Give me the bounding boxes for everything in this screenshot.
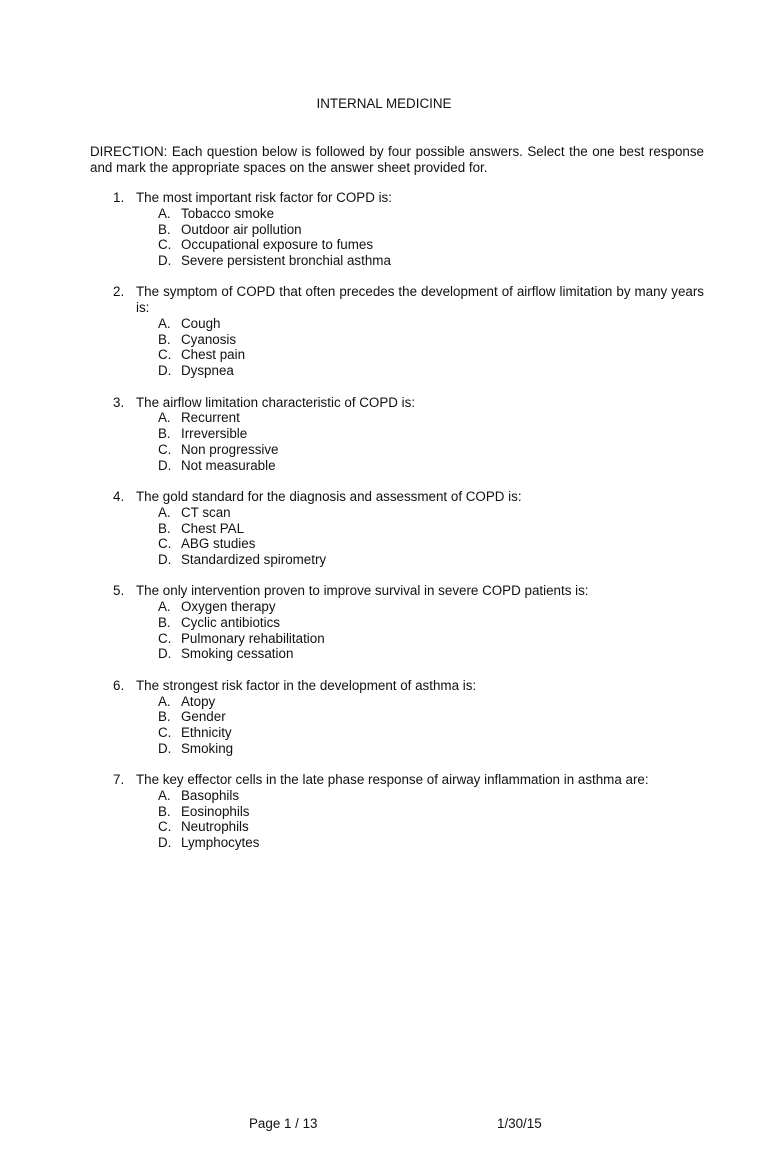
document-title: INTERNAL MEDICINE (316, 96, 452, 111)
option-letter: A. (158, 504, 171, 520)
option-text: Lymphocytes (181, 835, 260, 851)
question-item (90, 284, 704, 379)
option-text: Chest pain (181, 347, 246, 363)
answer-option (90, 804, 704, 820)
answer-option (90, 458, 704, 474)
answer-option (90, 316, 704, 332)
question-text: The symptom of COPD that often precedes the development of airflow limitation by many years is: (136, 284, 704, 316)
question-item (90, 583, 704, 662)
option-letter: B. (158, 614, 171, 630)
question-text: The strongest risk factor in the development of asthma is: (136, 677, 477, 693)
option-letter: B. (158, 221, 171, 237)
answer-option (90, 819, 704, 835)
option-text: Cyclic antibiotics (181, 614, 280, 630)
footer-date: 1/30/15 (497, 1116, 542, 1131)
direction-paragraph: DIRECTION: Each question below is followed by four possible answers. Select the one best response and mark the appropriate spaces on the answer sheet provided for. (90, 144, 704, 175)
option-letter: D. (158, 646, 172, 662)
option-letter: A. (158, 205, 171, 221)
answer-option (90, 426, 704, 442)
option-letter: C. (158, 237, 172, 253)
question-number: 6. (113, 677, 125, 693)
option-text: Pulmonary rehabilitation (181, 630, 325, 646)
option-letter: A. (158, 410, 171, 426)
option-letter: B. (158, 331, 171, 347)
answer-option (90, 615, 704, 631)
option-letter: B. (158, 803, 171, 819)
option-text: Cough (181, 315, 221, 331)
answer-option (90, 694, 704, 710)
answer-option (90, 741, 704, 757)
option-text: Cyanosis (181, 331, 237, 347)
option-text: Neutrophils (181, 819, 249, 835)
option-text: Irreversible (181, 426, 248, 442)
option-text: Smoking cessation (181, 646, 294, 662)
answer-option (90, 835, 704, 851)
question-text: The key effector cells in the late phase response of airway inflammation in asthma are: (136, 772, 649, 788)
answer-option (90, 709, 704, 725)
answer-option (90, 442, 704, 458)
option-letter: D. (158, 552, 172, 568)
option-letter: B. (158, 426, 171, 442)
answer-option (90, 253, 704, 269)
question-text: The most important risk factor for COPD is: (136, 190, 392, 205)
option-letter: C. (158, 725, 172, 741)
answer-option (90, 552, 704, 568)
answer-option (90, 222, 704, 238)
option-text: Tobacco smoke (181, 205, 275, 221)
answer-option (90, 631, 704, 647)
answer-option (90, 536, 704, 552)
question-item (90, 395, 704, 474)
option-letter: C. (158, 347, 172, 363)
option-text: Recurrent (181, 410, 240, 426)
option-text: Outdoor air pollution (181, 221, 302, 237)
question-number: 2. (113, 284, 125, 300)
question-text: The gold standard for the diagnosis and assessment of COPD is: (136, 488, 522, 504)
option-letter: C. (158, 630, 172, 646)
answer-option (90, 347, 704, 363)
answer-option (90, 505, 704, 521)
option-letter: A. (158, 599, 171, 615)
question-text: The airflow limitation characteristic of COPD is: (136, 394, 416, 410)
page-number: Page 1 / 13 (249, 1116, 318, 1131)
answer-option (90, 363, 704, 379)
option-letter: A. (158, 315, 171, 331)
option-text: Gender (181, 709, 226, 725)
answer-option (90, 646, 704, 662)
question-number: 3. (113, 394, 125, 410)
option-letter: B. (158, 709, 171, 725)
option-text: CT scan (181, 504, 231, 520)
answer-option (90, 237, 704, 253)
option-letter: D. (158, 835, 172, 851)
option-text: Dyspnea (181, 363, 234, 379)
option-letter: A. (158, 787, 171, 803)
answer-option (90, 521, 704, 537)
option-text: Basophils (181, 787, 240, 803)
answer-option (90, 410, 704, 426)
option-letter: C. (158, 536, 172, 552)
option-letter: D. (158, 740, 172, 756)
option-text: Chest PAL (181, 520, 245, 536)
question-number: 7. (113, 772, 125, 788)
option-text: Standardized spirometry (181, 552, 327, 568)
option-text: Non progressive (181, 441, 279, 457)
option-letter: D. (158, 457, 172, 473)
option-text: Oxygen therapy (181, 599, 276, 615)
option-letter: C. (158, 819, 172, 835)
option-text: Atopy (181, 693, 216, 709)
question-item (90, 190, 704, 269)
option-text: Eosinophils (181, 803, 250, 819)
answer-option (90, 788, 704, 804)
option-letter: C. (158, 441, 172, 457)
question-item (90, 489, 704, 568)
option-letter: D. (158, 363, 172, 379)
option-text: Occupational exposure to fumes (181, 237, 374, 253)
answer-option (90, 725, 704, 741)
option-text: Not measurable (181, 457, 276, 473)
answer-option (90, 206, 704, 222)
question-item (90, 772, 704, 851)
question-number: 4. (113, 488, 125, 504)
option-letter: D. (158, 253, 172, 269)
question-number: 5. (113, 583, 125, 599)
option-text: Smoking (181, 740, 234, 756)
option-letter: B. (158, 520, 171, 536)
question-number: 1. (113, 190, 125, 205)
question-text: The only intervention proven to improve survival in severe COPD patients is: (136, 583, 589, 599)
answer-option (90, 332, 704, 348)
option-text: ABG studies (181, 536, 256, 552)
answer-option (90, 599, 704, 615)
question-item (90, 678, 704, 757)
option-text: Severe persistent bronchial asthma (181, 253, 391, 269)
question-list (90, 190, 704, 867)
option-text: Ethnicity (181, 725, 232, 741)
option-letter: A. (158, 693, 171, 709)
